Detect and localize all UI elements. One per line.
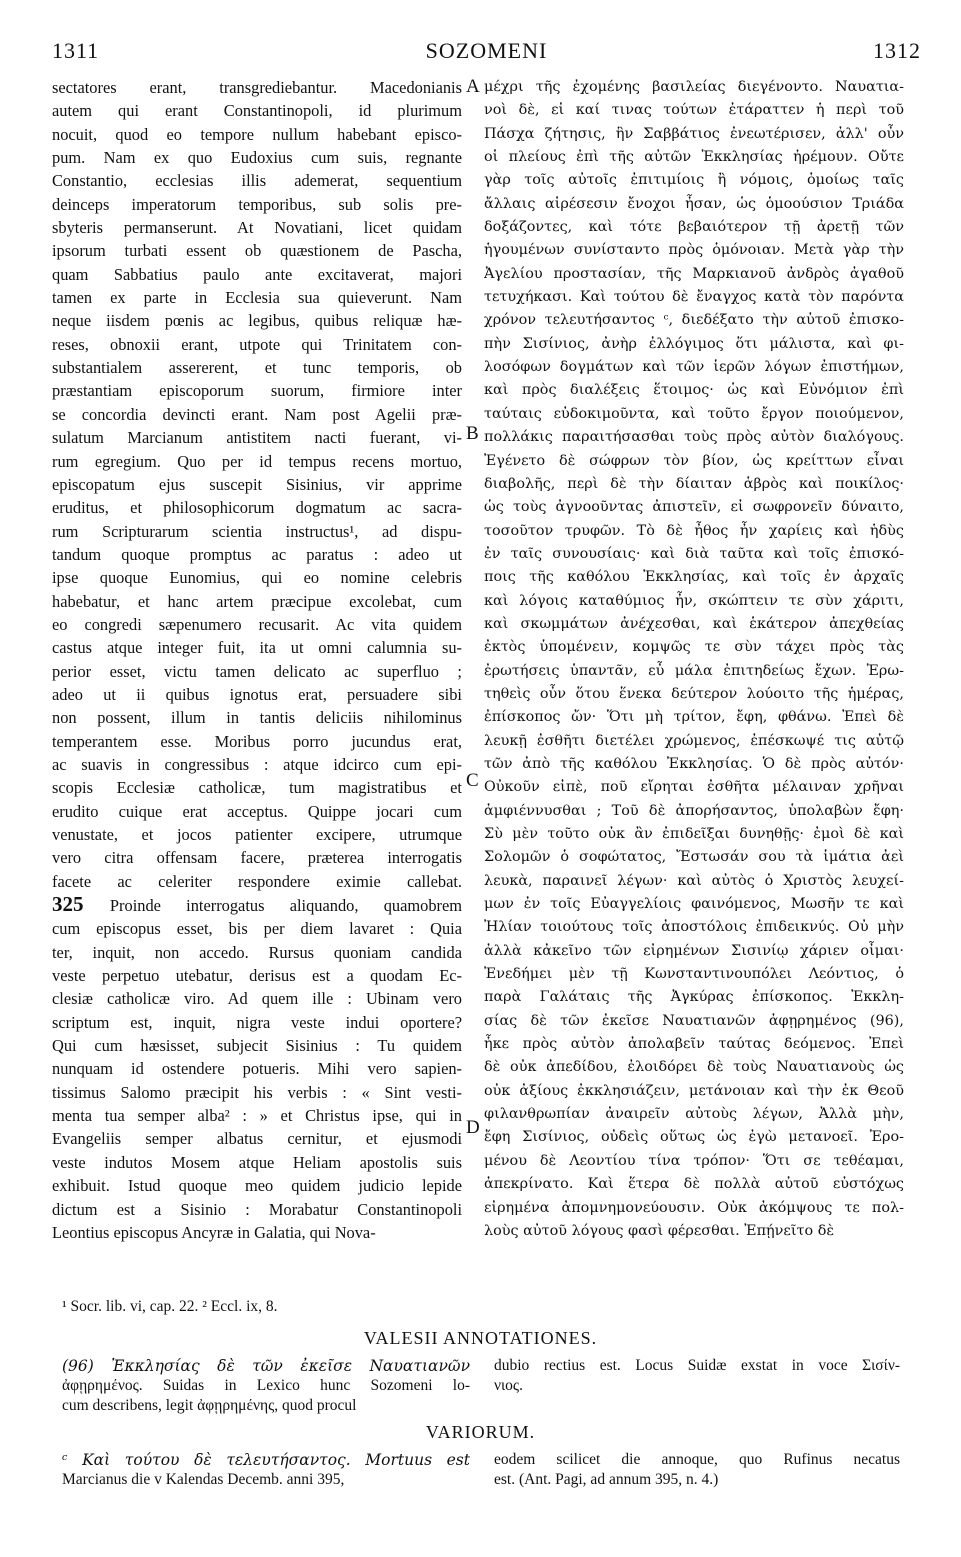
variorum-left-line: ᶜ Καὶ τούτου δὲ τελευτήσαντος. Mortuus est <box>62 1451 470 1469</box>
latin-line: clesiæ catholicæ viro. Ad quem ille : Ubinam vero <box>52 989 462 1009</box>
latin-line: adeo ut ii quibus ignotus erat, persuadere sibi <box>52 684 462 704</box>
latin-line <box>52 893 462 917</box>
latin-line: præstantiam episcoporum suorum, firmiore inter <box>52 381 462 401</box>
latin-line: veste indutos Mosem atque Heliam apostolis suis <box>52 1152 462 1172</box>
greek-line: τῶν ἀπὸ τῆς καθόλου Ἐκκλησίας. Ὁ δὲ πρὸς αὐτόν· <box>484 755 904 772</box>
greek-line: Ἀγελίου προστασίαν, τῆς Μαρκιανοῦ ἀνδρὸς ἀγαθοῦ <box>484 265 904 282</box>
greek-line: λευκῇ ἐσθῆτι διετέλει χρώμενος, ἐπέσκωψέ τις αὐτῷ <box>484 732 904 749</box>
latin-line: pum. Nam ex quo Eudoxius cum suis, regnante <box>52 148 462 168</box>
valesii-left-line: cum describens, legit ἀφῃρημένης, quod procul <box>62 1397 357 1414</box>
page-mark: 325 <box>52 893 110 917</box>
greek-line: Ἐνεδήμει μὲν τῇ Κωνσταντινουπόλει Λεόντιος, ὁ <box>484 966 904 983</box>
latin-line: sectatores erant, transgrediebantur. Macedonianis <box>52 78 462 97</box>
latin-line: episcopatum ejus suscepit Sisinius, vir apprime <box>52 474 462 494</box>
latin-line: habebatur, et hanc artem præcipue excolebat, cum <box>52 591 462 611</box>
latin-line: erudito cuique erat acceptus. Quippe jocari cum <box>52 801 462 821</box>
greek-line: Ἐγένετο δὲ σώφρων τὸν βίον, ὡς κρείττων εἶναι <box>484 452 904 469</box>
right-page-number: 1312 <box>873 38 921 63</box>
latin-line: tissimus Salomo præcipit his verbis : « Sint vesti- <box>52 1082 462 1102</box>
running-header <box>52 38 921 72</box>
latin-line: sbyteris permanserunt. At Novatiani, licet quidam <box>52 218 462 238</box>
greek-line: ἡγουμένων συνίσταντο πρὸς ὁμόνοιαν. Μετὰ γὰρ τὴν <box>484 242 904 259</box>
latin-line: dictum est a Sisinio : Morabatur Constantinopoli <box>52 1199 462 1219</box>
greek-line: καὶ πρὸς διαλέξεις ἕτοιμος· ὡς καὶ Εὐνόμιον ἐπὶ <box>484 382 904 399</box>
footnote: ¹ Socr. lib. vi, cap. 22. ² Eccl. ix, 8. <box>62 1298 278 1315</box>
latin-line: scriptum est, inquit, nigra veste indui oportere? <box>52 1012 462 1032</box>
left-page-number: 1311 <box>52 38 100 63</box>
latin-line: nocuit, quod eo tempore nullum habebant episco- <box>52 124 462 144</box>
running-title: SOZOMENI <box>425 38 548 63</box>
greek-line: Πάσχα ζήτησις, ἣν Σαββάτιος ἐνεωτέρισεν, ἀλλ' οὖν <box>484 125 904 142</box>
latin-column <box>52 76 462 1288</box>
valesii-left-line: ἀφῃρημένος. Suidas in Lexico hunc Sozomeni lo- <box>62 1377 470 1394</box>
variorum-title: VARIORUM. <box>425 1422 536 1442</box>
latin-line: Leontius episcopus Ancyræ in Galatia, qui Nova- <box>52 1222 376 1242</box>
latin-line: substantialem assererent, et tunc temporis, ob <box>52 358 462 378</box>
greek-line: διαβολῆς, περὶ δὲ τὴν δίαιταν ἁβρὸς καὶ ποικίλος· <box>484 475 904 492</box>
greek-line: δὲ οὐκ ἀπεδίδου, ἐλοιδόρει δὲ τοὺς Ναυατιανοὺς ὡς <box>484 1059 904 1076</box>
section-marker-b: B <box>466 423 479 444</box>
greek-line: Σολομῶν ὁ σοφώτατος, Ἔστωσάν σου τὰ ἱμάτια ἀεὶ <box>484 849 904 866</box>
greek-line: σίας δὲ τῶν ἐκεῖσε Ναυατιανῶν ἀφῃρημένος (96), <box>484 1012 904 1029</box>
greek-line: γὰρ τοῖς αὐτοῖς ἐπιτιμίοις ἢ νόμοις, ὁμοίως ταῖς <box>484 172 904 189</box>
latin-line: tandum quoque promptus ac paratus : adeo ut <box>52 544 462 564</box>
greek-line: ἄλλαις αἱρέσεσιν ἔνοχοι ἦσαν, ὡς ὁμοούσιον Τριάδα <box>484 195 904 212</box>
latin-line: ter, inquit, non accedo. Rursus quoniam candida <box>52 942 462 962</box>
latin-line: vero citra offensam facere, præterea interrogatis <box>52 848 462 868</box>
greek-line: Σὺ μὲν τοῦτο οὐκ ἂν ἐπιδεῖξαι δυνηθῇς· ἐμοὶ δὲ καὶ <box>484 826 904 842</box>
latin-line: cum episcopus esset, bis per diem lavaret : Quia <box>52 919 462 939</box>
greek-line: ἀπεκρίνατο. Καὶ ἕτερα δὲ πολλὰ αὐτοῦ εὐστόχως <box>484 1176 904 1193</box>
latin-line: nunquam id ostendere potueris. Mihi vero sapien- <box>52 1059 462 1079</box>
latin-line: menta tua semper alba² : » et Christus ipse, qui in <box>52 1106 462 1126</box>
greek-line: νοὶ δὲ, εἰ καί τινας τούτων ἐτάραττεν ἡ περὶ τοῦ <box>484 102 904 119</box>
latin-line: rum Scripturarum scientia instructus¹, ad dispu- <box>52 521 462 541</box>
latin-line: neque iisdem pœnis ac legibus, quibus reliquæ hæ- <box>52 311 462 331</box>
latin-line: eruditus, et philosophicorum dogmatum ac sacra- <box>52 498 462 518</box>
greek-line: καὶ λόγοις καταθύμιος ἦν, σκώπτειν τε σὺν χάριτι, <box>484 592 904 609</box>
greek-line: ἀμφιέννυσθαι ; Τοῦ δὲ ἀπορήσαντος, ὑπολαβὼν ἔφη· <box>484 802 904 819</box>
greek-line: τηθεὶς οὖν ὅτου ἕνεκα δεύτερον λούοιτο τῆς ἡμέρας, <box>484 685 904 702</box>
greek-line: μέχρι τῆς ἐχομένης βασιλείας διεγένοντο. Ναυατια- <box>484 79 904 95</box>
latin-line: Constantio, ecclesias illis ademerat, sequentium <box>52 171 462 191</box>
latin-line: facete ac celeriter respondere eximie callebat. <box>52 871 462 891</box>
latin-line: perior esset, victu tamen delicato ac superfluo ; <box>52 661 462 681</box>
latin-line-text: Proinde interrogatus aliquando, quamobrem <box>109 896 462 916</box>
latin-line: ipse quoque Eunomius, qui eo nomine celebris <box>52 568 462 588</box>
greek-line: πολλάκις παραιτήσασθαι τοὺς πρὸς αὐτὸν διαλόγους. <box>484 429 904 446</box>
latin-line: scopis Ecclesiæ catholicæ, tum magistratibus et <box>52 778 462 798</box>
greek-line: δοξάζοντες, καὶ τότε βεβαιότερον τῇ ἀρετῇ τῶν <box>484 219 904 236</box>
greek-line: πὴν Σισίνιος, ἀνὴρ ἐλλόγιμος ὅτι μάλιστα, καὶ φι- <box>484 335 904 352</box>
section-marker-d: D <box>466 1117 480 1138</box>
variorum-right <box>494 1450 900 1490</box>
greek-line: ἐπίσκοπος ὤν· Ὅτι μὴ τρίτον, ἔφη, φθάνω. Ἐπεὶ δὲ <box>484 709 904 726</box>
greek-line: ἐκτὸς ὑπομένειν, κομψῶς τε σὺν τάχει πρὸς τὰς <box>484 639 904 656</box>
latin-line: reses, obnoxii erant, utpote qui Trinitatem con- <box>52 334 462 354</box>
latin-line: castus atque integer fuit, ita ut omni calumnia su- <box>52 638 462 658</box>
section-marker-a: A <box>466 76 480 97</box>
latin-line: rum egregium. Quo per id tempus recens mortuo, <box>52 451 462 471</box>
greek-line: ποις τῆς καθόλου Ἐκκλησίας, καὶ τοῖς ἐν ἀρχαῖς <box>484 569 904 586</box>
greek-line: ἐν ταῖς συνουσίαις· καὶ διὰ ταῦτα καὶ τοῖς ἐπισκό- <box>484 545 904 562</box>
latin-line: sulatum Marcianum antistitem nacti fuerant, vi- <box>52 428 462 448</box>
latin-line: quam Sabbatius paulo ante excitaverat, majori <box>52 264 462 284</box>
greek-line: φιλανθρωπίαν ἀναιρεῖν αὐτοὺς λέγων, Ἀλλὰ μὴν, <box>484 1106 904 1123</box>
latin-line: exhibuit. Istud quoque meo quidem judicio lepide <box>52 1176 462 1196</box>
valesii-title: VALESII ANNOTATIONES. <box>363 1328 598 1348</box>
greek-line: ταύταις εὐδοκιμοῦντα, καὶ τοῦτο ἔργον ποιούμενον, <box>484 405 904 422</box>
greek-line: τοσοῦτον τρυφῶν. Τὸ δὲ ἦθος ἦν χαρίεις καὶ ἡδὺς <box>484 522 904 539</box>
latin-line: eo congredi sæpenumero recusarit. Ac vita quidem <box>52 614 462 634</box>
greek-line: χρόνον τελευτήσαντος ᶜ, διεδέξατο τὴν αὐτοῦ ἐπισκο- <box>484 312 904 329</box>
latin-line: temperantem esse. Moribus porro jucundus erat, <box>52 731 462 751</box>
latin-line: ac suavis in congressibus : atque idcirco cum epi- <box>52 754 462 774</box>
greek-line: οὐκ ἀξίους ἐκκλησιάζειν, μετάνοιαν καὶ τὴν ἐκ Θεοῦ <box>484 1082 904 1099</box>
greek-line: Ἠλίαν τοιούτους τοῖς ἀποστόλοις ἐπιδεικνύς. Οὐ μὴν <box>484 919 904 936</box>
greek-line: ἀλλὰ κἀκεῖνο τῶν εἰρημένων Σισινίῳ χάριεν οἶμαι· <box>484 942 904 959</box>
variorum-left <box>62 1450 470 1490</box>
latin-line: Evangeliis semper albatus cernitur, et ejusmodi <box>52 1129 462 1149</box>
greek-line: λοὺς αὐτοῦ λόγους φασὶ φέρεσθαι. Ἐπῄνεῖτο δὲ <box>484 1222 835 1239</box>
greek-line: εἰρημένα ἀπομνημονεύουσιν. Οὐκ ἀκόμψους τε πολ- <box>484 1199 904 1216</box>
variorum-right-line: est. (Ant. Pagi, ad annum 395, n. 4.) <box>494 1471 719 1488</box>
greek-line: ἔφη Σισίνιος, οὐδεὶς οὕτως ὡς ἐγὼ μετανοεῖ. Ἐρο- <box>484 1129 904 1146</box>
greek-line: τετυχήκασι. Καὶ τούτου δὲ ἔναγχος κατὰ τὸν παρόντα <box>484 289 904 306</box>
latin-line: veste perpetuo utebatur, derisus est a quodam Ec- <box>52 966 462 986</box>
valesii-left-line: (96) Ἐκκλησίας δὲ τῶν ἐκεῖσε Ναυατιανῶν <box>62 1357 470 1375</box>
latin-line: se concordia devincti erant. Nam post Agelii præ- <box>52 404 462 424</box>
greek-column <box>484 76 904 1288</box>
latin-line: non possent, illum in tantis deliciis nihilominus <box>52 708 462 728</box>
section-marker-c: C <box>466 770 479 791</box>
greek-line: ἐρωτήσεις ὑπαντᾶν, εὖ μάλα ἐπιτηδείως ἔχων. Ἐρω- <box>484 662 904 679</box>
greek-line: λοσόφων δογμάτων καὶ τῶν ἱερῶν λόγων ἐπιστήμων, <box>484 359 904 376</box>
valesii-right <box>494 1356 900 1396</box>
greek-line: λευκὰ, παραινεῖ λέγων· καὶ αὐτὸς ὁ Χριστὸς λευχεί- <box>484 872 904 889</box>
greek-line: μων ἐν τοῖς Εὐαγγελίοις φαινόμενος, Μωσῆν τε καὶ <box>484 896 904 913</box>
latin-line: tamen ex parte in Ecclesia sua quieverunt. Nam <box>52 288 462 308</box>
greek-line: οἱ πλείους ἐπὶ τῆς αὐτῶν Ἐκκλησίας ἠρέμουν. Οὔτε <box>484 149 904 166</box>
latin-line: ipsorum turbati essent ob quæstionem de Pascha, <box>52 241 462 261</box>
valesii-left <box>62 1356 470 1416</box>
latin-line: autem qui erant Constantinopoli, id plurimum <box>52 101 462 121</box>
greek-line: μένου δὲ Λεοντίου τίνα τρόπον· Ὅτι σε τεθέαμαι, <box>484 1152 904 1169</box>
latin-line: venustate, et jocos patienter excipere, utrumque <box>52 825 462 844</box>
latin-line: Qui cum hæsisset, subjecit Sisinius : Tu quidem <box>52 1036 462 1056</box>
greek-line: καὶ σκωμμάτων ἀνέχεσθαι, καὶ ἑκάτερον ἀπεχθείας <box>484 615 904 632</box>
greek-line: παρὰ Γαλάταις τῆς Ἀγκύρας ἐπίσκοπος. Ἐκκλη- <box>484 989 904 1006</box>
variorum-left-line: Marcianus die v Kalendas Decemb. anni 395, <box>62 1471 345 1488</box>
valesii-right-line: dubio rectius est. Locus Suidæ exstat in voce Σισίν- <box>494 1357 900 1374</box>
greek-line: ὡς τοὺς ἀγνοοῦντας ἀπιστεῖν, εἰ σωφρονεῖν δύναιτο, <box>484 499 904 516</box>
greek-line: ἧκε πρὸς αὐτὸν ἀπολαβεῖν ταύτας δεόμενος. Ἐπεὶ <box>484 1036 904 1053</box>
valesii-right-line: νιος. <box>494 1377 523 1394</box>
greek-line: Οὐκοῦν εἰπὲ, ποῦ εἴρηται ἐσθῆτα μέλαιναν χρῆναι <box>484 779 904 796</box>
latin-line: deinceps imperatorum temporibus, sub solis pre- <box>52 194 462 214</box>
variorum-right-line: eodem scilicet die annoque, quo Rufinus necatus <box>494 1451 900 1468</box>
